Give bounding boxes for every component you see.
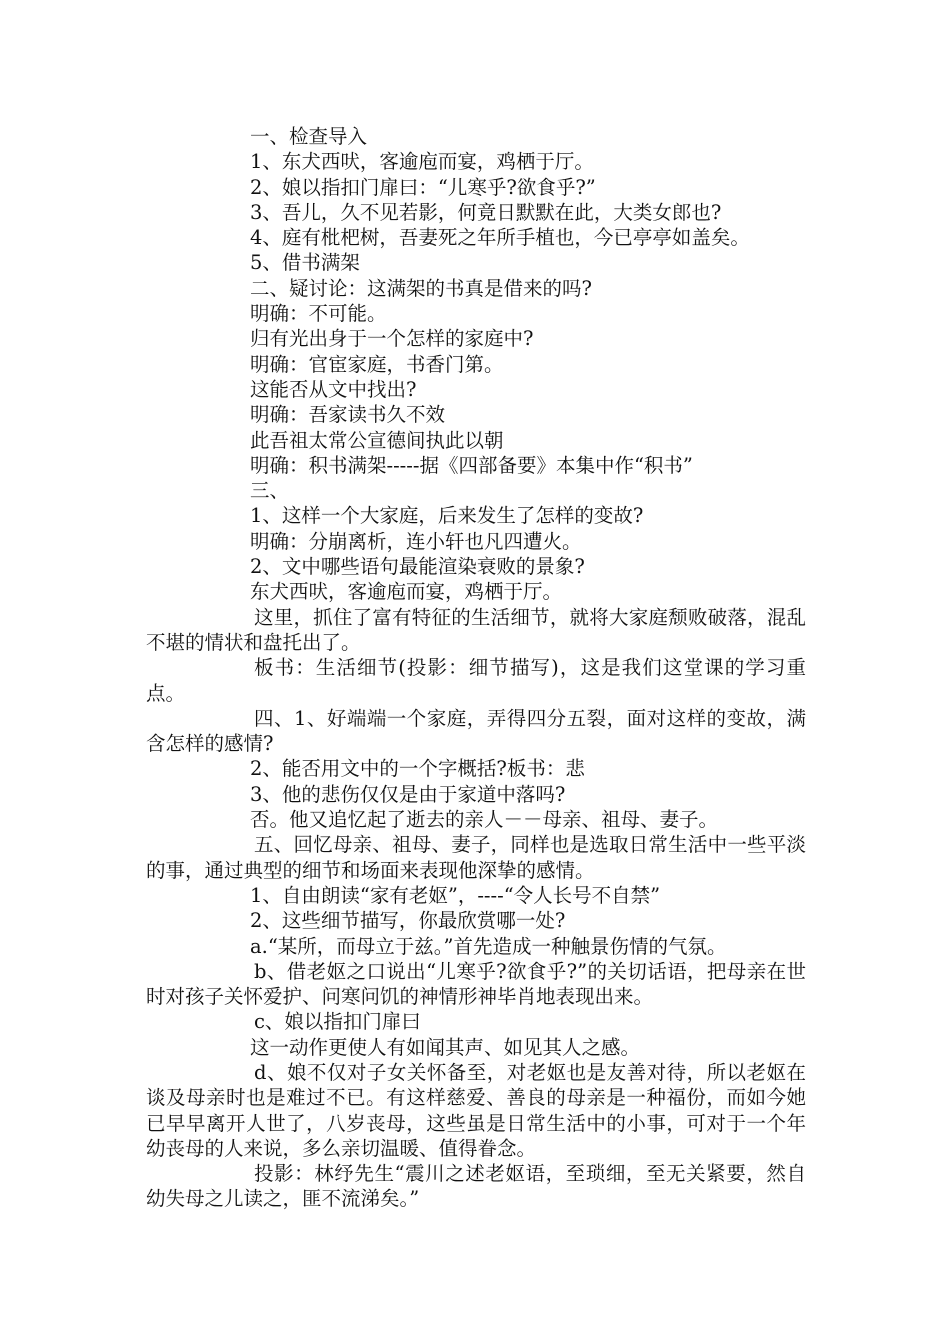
text-line: 明确：不可能。 [250, 302, 387, 326]
document-body [146, 124, 806, 1212]
text-line: 2、文中哪些语句最能渲染衰败的景象? [250, 555, 585, 579]
text-line: 此吾祖太常公宣德间执此以朝 [250, 428, 504, 452]
text-line: 否。他又追忆起了逝去的亲人－－母亲、祖母、妻子。 [250, 808, 719, 832]
text-line: 明确：积书满架-----据《四部备要》本集中作“积书” [250, 453, 693, 477]
paragraph: b、借老妪之口说出“儿寒乎?欲食乎?”的关切话语，把母亲在世时对孩子关怀爱护、问寒问饥的神情形神毕肖地表现出来。 [146, 959, 806, 1009]
paragraph: 这里，抓住了富有特征的生活细节，就将大家庭颓败破落，混乱不堪的情状和盘托出了。 [146, 605, 806, 654]
text-line: 2、能否用文中的一个字概括?板书：悲 [250, 757, 585, 781]
text-line: 2、娘以指扣门扉曰：“儿寒乎?欲食乎?” [250, 175, 596, 199]
text-line: 3、吾儿，久不见若影，何竟日默默在此，大类女郎也? [250, 200, 722, 224]
text-line: 5、借书满架 [250, 251, 360, 275]
text-line: 1、自由朗读“家有老妪”，----“令人长号不自禁” [250, 883, 661, 907]
text-line: 1、东犬西吠，客逾庖而宴，鸡栖于厅。 [250, 150, 594, 174]
section-heading-5: 五、回忆母亲、祖母、妻子，同样也是选取日常生活中一些平淡的事，通过典型的细节和场面来表现他深挚的感情。 [146, 833, 806, 882]
text-line: 明确：官宦家庭，书香门第。 [250, 352, 504, 376]
text-line: 东犬西吠，客逾庖而宴，鸡栖于厅。 [250, 580, 563, 604]
paragraph: 板书：生活细节(投影：细节描写)，这是我们这堂课的学习重点。 [146, 656, 806, 705]
section-heading-2: 二、疑讨论：这满架的书真是借来的吗? [250, 276, 592, 300]
paragraph: 投影：林纾先生“震川之述老妪语，至琐细，至无关紧要，然自幼失母之儿读之，匪不流涕矣。” [146, 1162, 806, 1211]
text-line: a.“某所，而母立于兹。”首先造成一种触景伤情的气氛。 [250, 934, 727, 958]
section-heading-4: 四、1、好端端一个家庭，弄得四分五裂，面对这样的变故，满含怎样的感情? [146, 706, 806, 756]
text-line: 4、庭有枇杷树，吾妻死之年所手植也，今已亭亭如盖矣。 [250, 226, 750, 250]
text-line: 这一动作更使人有如闻其声、如见其人之感。 [250, 1035, 641, 1059]
text-line: 1、这样一个大家庭，后来发生了怎样的变故? [250, 504, 644, 528]
text-line: 归有光出身于一个怎样的家庭中? [250, 327, 534, 351]
text-line: c、娘以指扣门扉曰 [254, 1010, 421, 1034]
text-line: 3、他的悲伤仅仅是由于家道中落吗? [250, 782, 566, 806]
paragraph: d、娘不仅对子女关怀备至，对老妪也是友善对待，所以老妪在谈及母亲时也是难过不已。有这样慈爱、善良的母亲是一种福份，而如今她已早早离开人世了，八岁丧母，这些虽是日常生活中的小事，可对于一个年幼丧母的人来说，多么亲切温暖、值得眷念。 [146, 1060, 806, 1160]
text-line: 明确：分崩离析，连小轩也凡四遭火。 [250, 529, 582, 553]
text-line: 2、这些细节描写，你最欣赏哪一处? [250, 909, 566, 933]
section-heading-3: 三、 [250, 479, 290, 503]
text-line: 明确：吾家读书久不效 [250, 403, 446, 427]
text-line: 这能否从文中找出? [250, 377, 417, 401]
section-heading-1: 一、检查导入 [250, 125, 368, 148]
